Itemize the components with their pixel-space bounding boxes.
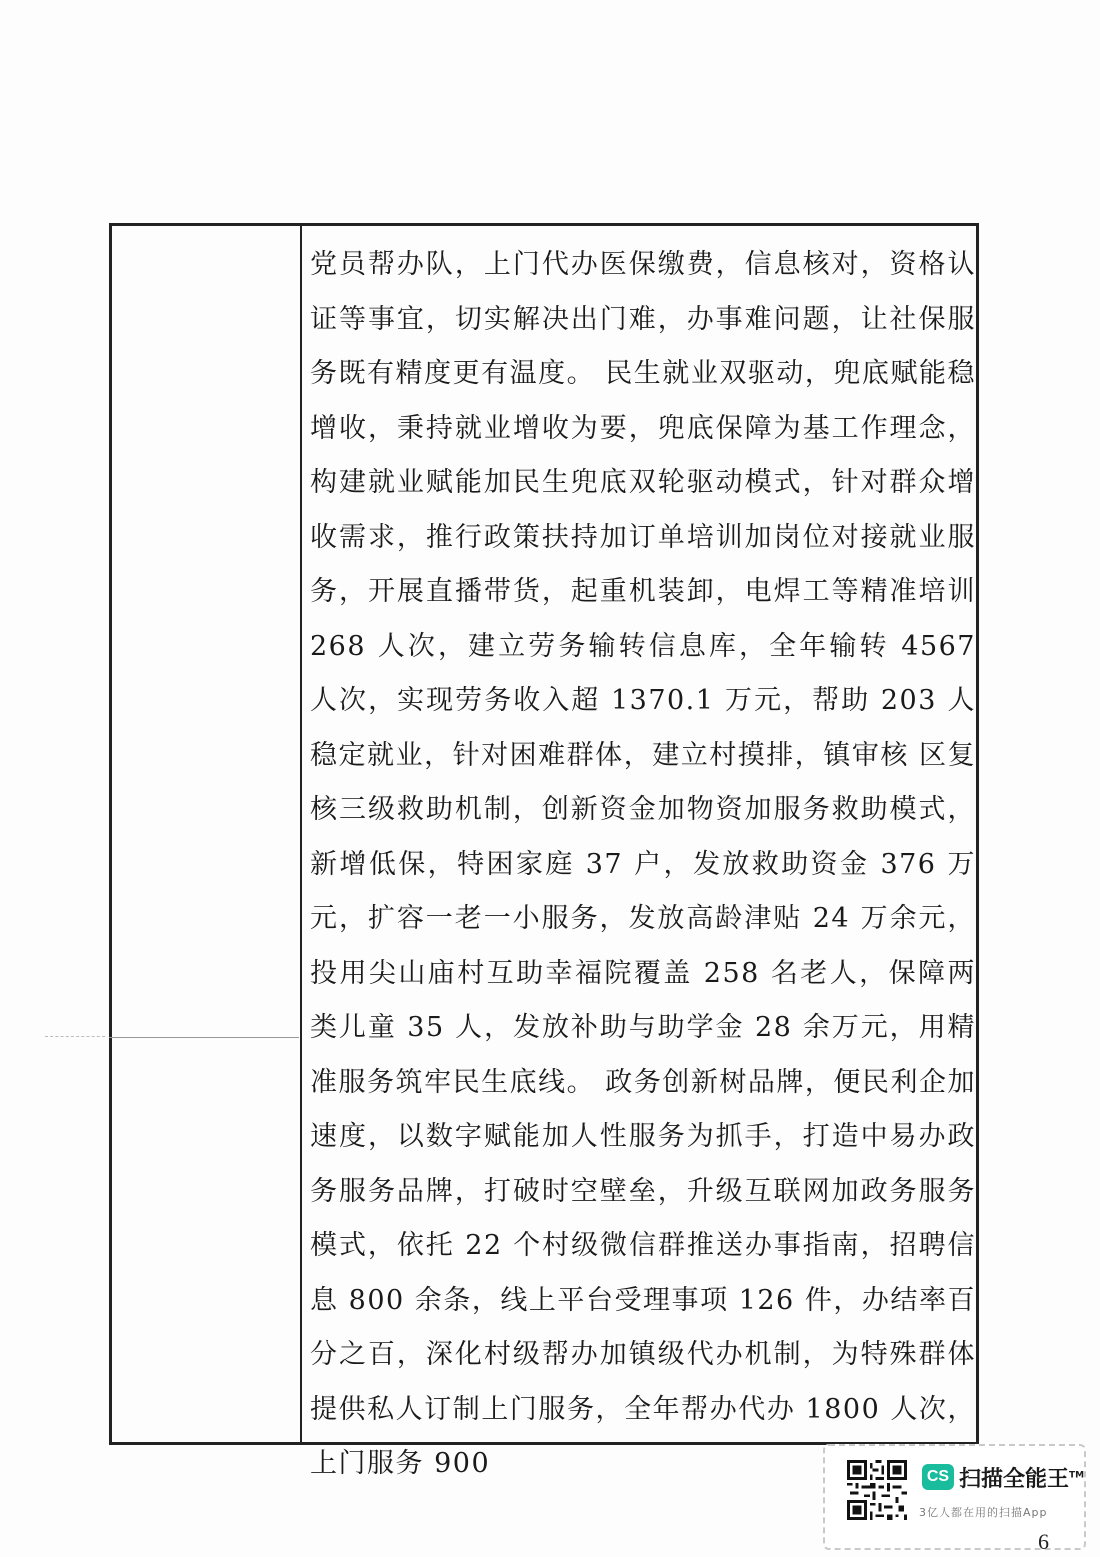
brand-slogan: 3亿人都在用的扫描App	[919, 1506, 1048, 1519]
body-paragraph: 党员帮办队，上门代办医保缴费，信息核对，资格认证等事宜，切实解决出门难，办事难问题，让社保服务既有精度更有温度。 民生就业双驱动，兜底赋能稳增收，秉持就业增收为要，兜底保障为基工作理念，构建就业赋能加民生兜底双轮驱动模式，针对群众增收需求，推行政策扶持加订单培训加岗位对接就业服务，开展直播带货，起重机装卸，电焊工等精准培训 268 人次，建立劳务输转信息库，全年输转 4567 人次，实现劳务收入超 1370.1 万元，帮助 203 人稳定就业，针对困难群体，建立村摸排，镇审核 区复核三级救助机制，创新资金加物资加服务救助模式，新增低保，特困家庭 37 户，发放救助资金 376 万元，扩容一老一小服务，发放高龄津贴 24 万余元，投用尖山庙村互助幸福院覆盖 258 名老人，保障两类儿童 35 人，发放补助与助学金 28 余万元，用精准服务筑牢民生底线。 政务创新树品牌，便民利企加速度，以数字赋能加人性服务为抓手，打造中易办政务服务品牌，打破时空壁垒，升级互联网加政务服务模式，依托 22 个村级微信群推送办事指南，招聘信息 800 余条，线上平台受理事项 126 件，办结率百分之百，深化村级帮办加镇级代办机制，为特殊群体提供私人订制上门服务，全年帮办代办 1800 人次，上门服务 900	[310, 249, 976, 1479]
brand-name-text: 扫描全能王	[959, 1467, 1070, 1492]
qr-code-icon	[847, 1460, 907, 1520]
brand-name	[959, 1462, 1084, 1493]
trademark-mark: TM	[1069, 1470, 1085, 1481]
page-number: 6	[1038, 1529, 1049, 1554]
camscanner-logo-icon: CS	[922, 1464, 954, 1490]
scan-artifact-line	[45, 1036, 105, 1037]
left-cell-fold-line	[109, 1037, 299, 1038]
table-left-cell	[112, 226, 302, 1442]
